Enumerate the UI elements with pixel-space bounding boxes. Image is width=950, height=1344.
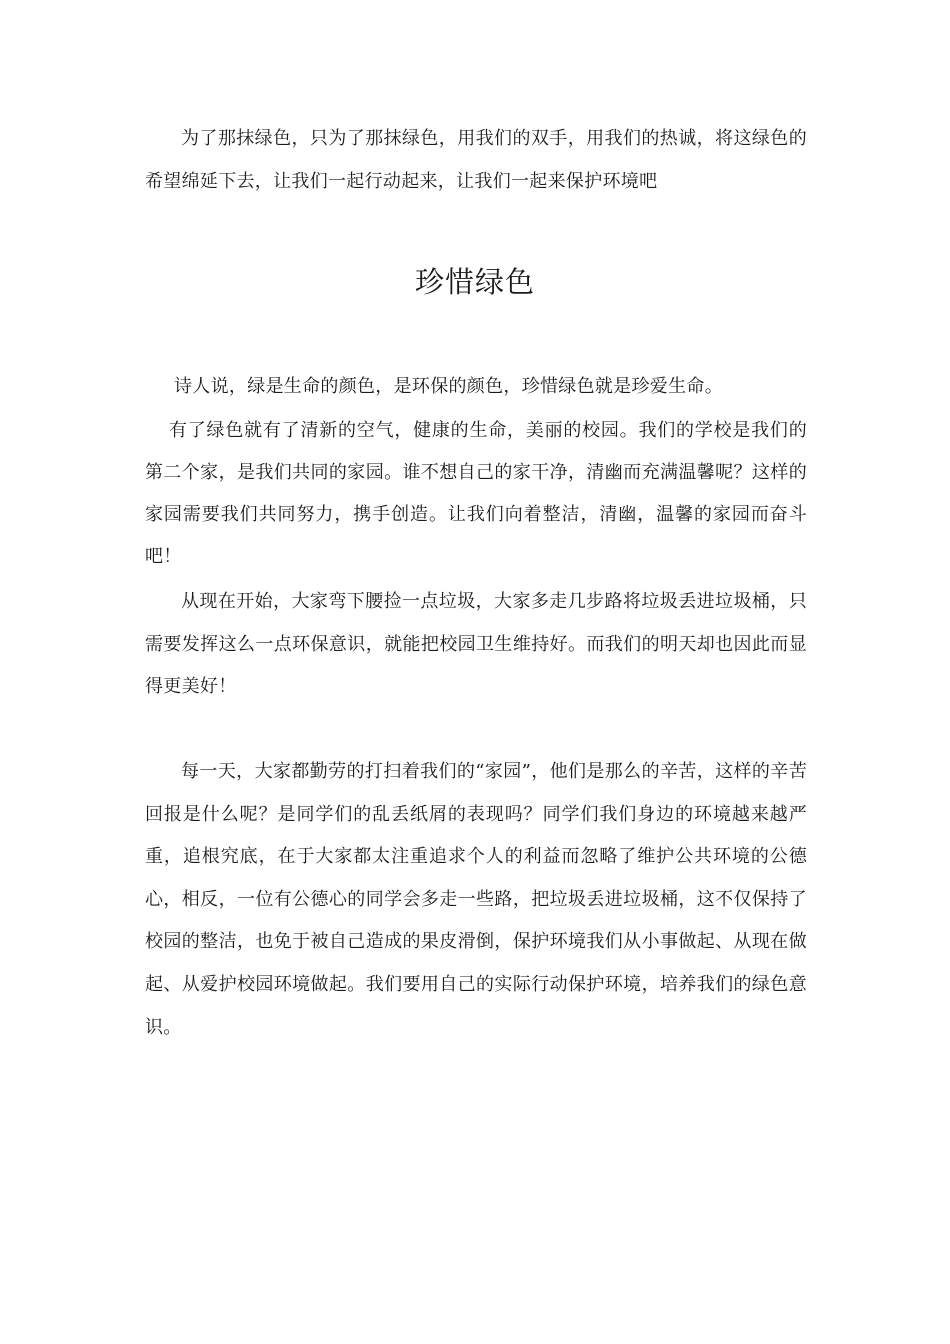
body-paragraph-3: 从现在开始，大家弯下腰捡一点垃圾，大家多走几步路将垃圾丢进垃圾桶，只需要发挥这么一点环保意识，就能把校园卫生维持好。而我们的明天却也因此而显得更美好！ [145,591,807,697]
body-paragraph-4: 每一天，大家都勤劳的打扫着我们的“家园”，他们是那么的辛苦，这样的辛苦回报是什么呢？是同学们的乱丢纸屑的表现吗？同学们我们身边的环境越来越严重，追根究底，在于大家都太注重追求个人的利益而忽略了维护公共环境的公德心，相反，一位有公德心的同学会多走一些路，把垃圾丢进垃圾桶，这不仅保持了校园的整洁，也免于被自己造成的果皮滑倒，保护环境我们从小事做起、从现在做起、从爱护校园环境做起。我们要用自己的实际行动保护环境，培养我们的绿色意识。 [145,761,807,1038]
body-paragraph-1: 诗人说，绿是生命的颜色，是环保的颜色，珍惜绿色就是珍爱生命。 [174,376,723,397]
body-paragraph-2: 有了绿色就有了清新的空气，健康的生命，美丽的校园。我们的学校是我们的第二个家，是我们共同的家园。谁不想自己的家干净，清幽而充满温馨呢？这样的家园需要我们共同努力，携手创造。让我们向着整洁，清幽，温馨的家园而奋斗吧！ [145,420,807,567]
page-title: 珍惜绿色 [414,265,535,299]
intro-paragraph: 为了那抹绿色，只为了那抹绿色，用我们的双手，用我们的热诚，将这绿色的希望绵延下去，让我们一起行动起来，让我们一起来保护环境吧 [145,128,807,192]
